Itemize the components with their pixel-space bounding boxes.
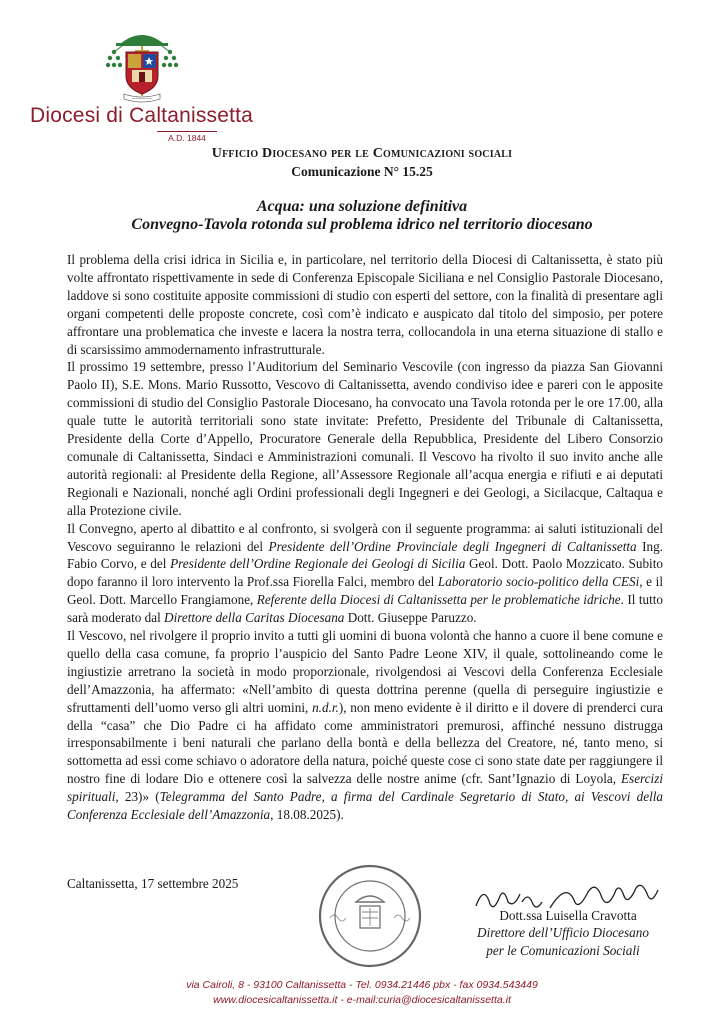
org-name: Diocesi di Caltanissetta (30, 104, 254, 127)
text-run: Ing. Fabio Corvo, e del (67, 538, 663, 572)
italic-run: Presidente dell’Ordine Regionale dei Geologi di Sicilia (170, 556, 466, 572)
svg-text:~~~~~~: ~~~~~~ (131, 96, 153, 101)
text-run: ), non meno evidente è il diritto e il dovere di prenderci cura della “casa” che Dio Padre ci ha affidato come amministratori premurosi, affinché nessuno distrugga irresponsabilmente i beni naturali che parlano della bontà e della bellezza del Creatore, né, tanto meno, si sottometta ad essi come schiavo o adoratore della natura, poiché queste cose ci sono state date per raggiungere il nostro fine di lodare Dio e ottenere così la salvezza delle nostre anime (cfr. Sant’Ignazio di Loyola, (67, 699, 663, 787)
footer-contacts: www.diocesicaltanissetta.it - e-mail:curia@diocesicaltanissetta.it (213, 994, 511, 1006)
place-date: Caltanissetta, 17 settembre 2025 (67, 876, 239, 891)
office-heading: Ufficio Diocesano per le Comunicazioni sociali (211, 146, 513, 161)
document-subtitle: Convegno-Tavola rotonda sul problema idrico nel territorio diocesano (131, 216, 593, 233)
paragraph: Il prossimo 19 settembre, presso l’Auditorium del Seminario Vescovile (con ingresso da piazza San Giovanni Paolo II), S.E. Mons. Mario Russotto, Vescovo di Caltanissetta, avendo condiviso idee e pareri con le apposite commissioni di studio del Consiglio Pastorale Diocesano, ha convocato una Tavola rotonda per le ore 17.00, alla quale tutte le autorità territoriali sono state invitate: Prefetto, Presidente del Tribunale di Caltanissetta, Presidente della Corte d’Appello, Procuratore Generale della Repubblica, Presidente del Libero Consorzio comunale di Caltanissetta, Sindaci e Amministrazioni comunali. Il Vescovo ha rivolto il suo invito anche alle autorità regionali: al Presidente della Regione, all’Assessore Regionale all’acqua energia e rifiuti e ai deputati Regionali e Nazionali, nonché agli Ordini professionali degli Ingegneri e dei Geologi, a Sicilacque, Caltaqua e alla Protezione civile. (67, 359, 663, 518)
diocesan-seal-icon (316, 862, 424, 970)
paragraph (67, 520, 663, 627)
italic-run: Direttore della Caritas Diocesana (164, 610, 345, 626)
text-run: Geol. Dott. Paolo Mozzicato. Subito dopo faranno il loro intervento la Prof.ssa Fiorella Falci, membro del (67, 556, 663, 590)
text-run: , 18.08.2025). (270, 807, 344, 823)
diocese-logo (30, 28, 254, 143)
org-year: A.D. 1844 (157, 131, 217, 143)
footer-address: via Cairoli, 8 - 93100 Caltanissetta - Tel. 0934.21446 pbx - fax 0934.543449 (186, 979, 538, 991)
paragraph (67, 627, 663, 824)
italic-run: Referente della Diocesi di Caltanissetta per le problematiche idriche (256, 592, 621, 608)
italic-run: Laboratorio socio-politico della CESi (437, 574, 640, 590)
text-run: . Il tutto sarà moderato dal (67, 592, 664, 626)
text-run: Il Vescovo, nel rivolgere il proprio invito a tutti gli uomini di buona volontà che hanno a cuore il bene comune e quello della casa comune, fa proprio l’auspicio del Santo Padre Leone XIV, il quale, sottolineando come le ingiustizie arretrano la società in modo proporzionale, rivolgendosi ai Vescovi della Conferenza Ecclesiale dell’Amazzonia, ha affermato: «Nell’ambito di questa dottrina perenne (quella di perseguire ingiustizie e sfruttamenti dell’uomo verso gli altri uomini, (67, 628, 663, 715)
text-run: , e il Geol. Dott. Marcello Frangiamone, (67, 574, 663, 608)
signer-name: Dott.ssa Luisella Cravotta (499, 908, 637, 923)
text-run: Dott. Giuseppe Paruzzo. (344, 610, 477, 626)
text-run: Il Convegno, aperto al dibattito e al confronto, si svolgerà con il seguente programma: ai saluti istituzionali del Vescovo seguiranno le relazioni del (67, 520, 663, 554)
document-title: Acqua: una soluzione definitiva (256, 198, 468, 215)
italic-run: Presidente dell’Ordine Provinciale degli Ingegneri di Caltanissetta (268, 538, 637, 554)
italic-run: n.d.r. (312, 699, 339, 715)
communication-number: Comunicazione N° 15.25 (291, 164, 433, 179)
signer-role: Direttore dell’Ufficio Diocesano (477, 925, 649, 940)
document-body (67, 251, 663, 824)
paragraph: Il problema della crisi idrica in Sicilia e, in particolare, nel territorio della Diocesi di Caltanissetta, è stato più volte affrontato rispettivamente in sede di Conferenza Episcopale Siciliana e nel Consiglio Pastorale Diocesano, laddove si sono costituite apposite commissioni di studio con esperti del settore, con la finalità di presentare agli organi competenti delle proposte concrete, così com’è indicato e auspicato dal titolo del simposio, per potere affrontare una problematica che investe e lacera la nostra terra, collocandola in una eterna situazione di stallo e di scarsissimo ammodernamento infrastrutturale. (67, 252, 663, 357)
text-run: , 23)» ( (115, 789, 160, 805)
coat-of-arms-icon (102, 28, 182, 106)
italic-run: Telegramma del Santo Padre, a firma del Cardinale Segretario di Stato, ai Vescovi della Conferenza Ecclesiale dell’Amazzonia (67, 789, 663, 823)
signer-role: per le Comunicazioni Sociali (486, 943, 640, 958)
italic-run: Esercizi spirituali (67, 771, 663, 805)
